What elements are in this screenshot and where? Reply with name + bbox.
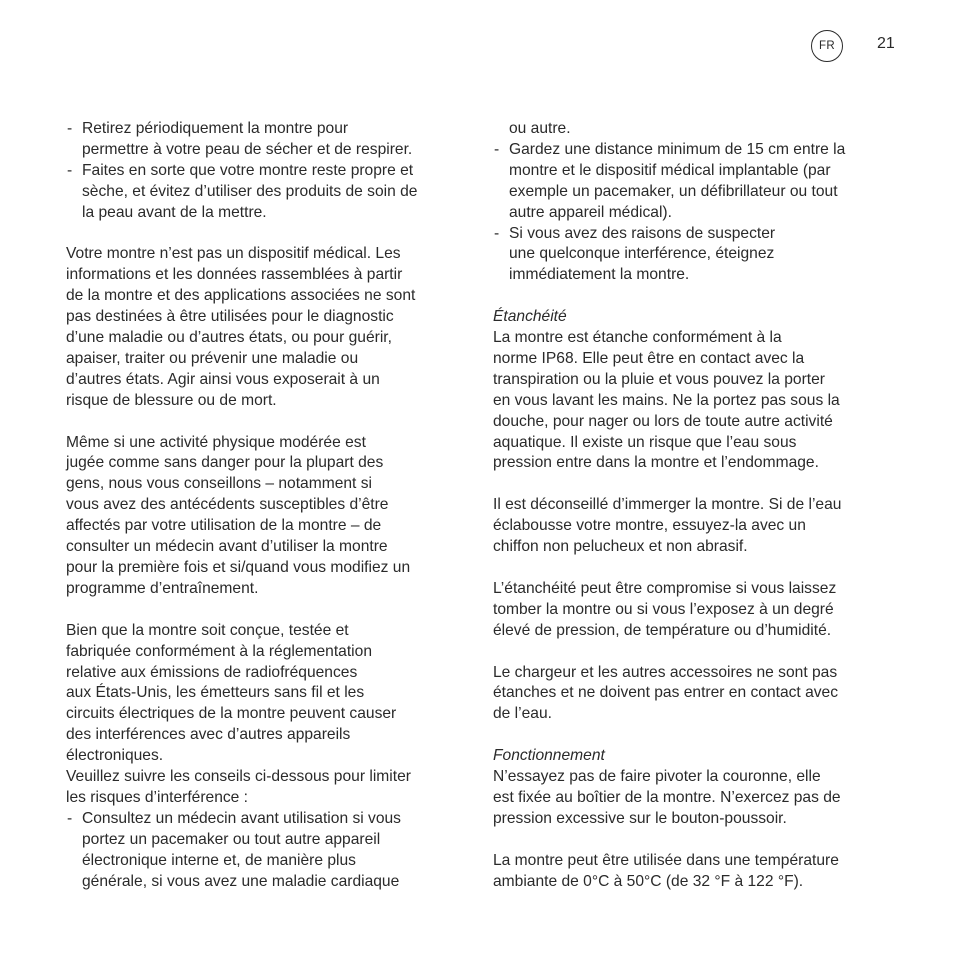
skin-care-list	[66, 119, 474, 224]
charger-paragraph: Le chargeur et les autres accessoires ne sont pas étanches et ne doivent pas entrer en contact avec de l’eau.	[493, 663, 839, 723]
crown-paragraph: N’essayez pas de faire pivoter la couronne, elle est fixée au boîtier de la montre. N’exercez pas de pression excessive sur le bouton-poussoir.	[493, 768, 841, 827]
waterproof-paragraph: La montre est étanche conformément à la norme IP68. Elle peut être en contact avec la transpiration ou la pluie et vous pouvez la porter en vous lavant les mains. Ne la portez pas sous la douche, pour nager ou lors de toute autre activité aquatique. Il existe un risque que l’eau sous pression entre dans la montre et l’endommage.	[493, 329, 840, 472]
list-item: - Faites en sorte que votre montre reste propre et sèche, et évitez d’utiliser des produits de soin de la peau avant de la mettre.	[66, 161, 474, 224]
interference-list	[66, 809, 474, 893]
interference-paragraph: Bien que la montre soit conçue, testée et fabriquée conformément à la réglementation relative aux émissions de radiofréquences aux États-Unis, les émetteurs sans fil et les circuits électriques de la montre peuvent causer des interférences avec d’autres appareils électroniques. Veuillez suivre les conseils ci-dessous pour limiter les risques d’interférence :	[66, 621, 411, 806]
page-header	[0, 30, 954, 62]
left-column	[66, 119, 474, 892]
list-item: - Consultez un médecin avant utilisation si vous portez un pacemaker ou tout autre appareil électronique interne et, de manière plus générale, si vous avez une maladie cardiaque	[66, 809, 474, 893]
section-heading-waterproof: Étanchéité	[493, 308, 567, 326]
language-badge: FR	[811, 30, 843, 62]
temperature-paragraph: La montre peut être utilisée dans une température ambiante de 0°C à 50°C (de 32 °F à 122 °F).	[493, 851, 839, 890]
interference-list-continued	[493, 140, 901, 286]
immersion-paragraph: Il est déconseillé d’immerger la montre. Si de l’eau éclabousse votre montre, essuyez-la avec un chiffon non pelucheux et non abrasif.	[493, 496, 842, 556]
water-resistance-paragraph: L’étanchéité peut être compromise si vous laissez tomber la montre ou si vous l’exposez à un degré élevé de pression, de température ou d’humidité.	[493, 579, 837, 639]
right-column	[493, 119, 901, 892]
list-item-continuation: ou autre.	[509, 120, 571, 137]
page-number: 21	[877, 35, 895, 52]
list-item: - Gardez une distance minimum de 15 cm entre la montre et le dispositif médical implantable (par exemple un pacemaker, un défibrillateur ou tout autre appareil médical).	[493, 140, 901, 224]
section-heading-operation: Fonctionnement	[493, 747, 605, 765]
list-item: - Retirez périodiquement la montre pour permettre à votre peau de sécher et de respirer.	[66, 119, 474, 161]
medical-device-paragraph: Votre montre n’est pas un dispositif médical. Les informations et les données rassemblées à partir de la montre et des applications associées ne sont pas destinées à être utilisées pour le diagnostic d’une maladie ou d’autres états, ou pour guérir, apaiser, traiter ou prévenir une maladie ou d’autres états. Agir ainsi vous exposerait à un risque de blessure ou de mort.	[66, 245, 416, 409]
list-item: - Si vous avez des raisons de suspecter une quelconque interférence, éteignez immédiatement la montre.	[493, 224, 901, 287]
physical-activity-paragraph: Même si une activité physique modérée est jugée comme sans danger pour la plupart des gens, nous vous conseillons – notamment si vous avez des antécédents susceptibles d’être affectés par votre utilisation de la montre – de consulter un médecin avant d’utiliser la montre pour la première fois et si/quand vous modifiez un programme d’entraînement.	[66, 433, 411, 597]
